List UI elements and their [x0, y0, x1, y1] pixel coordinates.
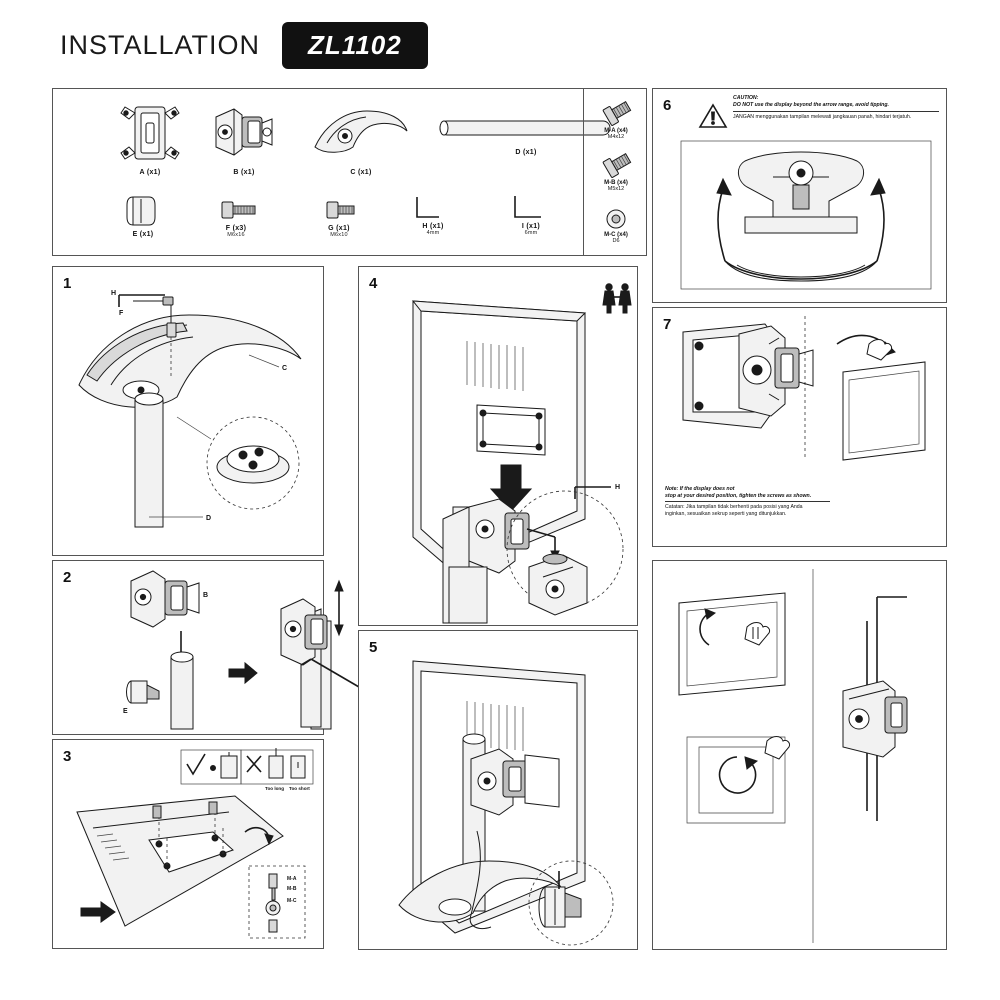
hardware-m-c-sub: D6 [612, 238, 620, 244]
caution-line-1: DO NOT use the display beyond the arrow range, avoid tipping. [733, 102, 939, 112]
step-3-number: 3 [63, 748, 72, 765]
step-7-number: 7 [663, 316, 672, 333]
part-c [311, 103, 411, 176]
step-6-panel [652, 88, 947, 303]
label-h: H [111, 290, 117, 297]
hardware-m-b [586, 150, 646, 192]
part-f-label: F (x3) [225, 225, 247, 232]
hardware-m-a-sub: M4x12 [607, 134, 625, 140]
page-title: INSTALLATION [60, 30, 261, 60]
note-7-line-3: Catatan: Jika tampilan tidak berhenti pada posisi yang Anda [665, 503, 803, 510]
step-4-number: 4 [369, 275, 378, 292]
part-h [405, 193, 461, 236]
note-7-en [665, 486, 830, 518]
note-7-line-4: inginkan, sesuaikan sekrup seperti yang ditunjukkan. [665, 510, 787, 517]
label-h-4: H [615, 484, 621, 491]
hardware-m-b-sub: M5x12 [607, 186, 625, 192]
step-7-panel [652, 307, 947, 547]
part-b [208, 103, 280, 176]
label-m-b: M-B [287, 886, 297, 892]
label-e: E [123, 708, 128, 715]
part-d-label: D (x1) [515, 149, 537, 156]
label-b: B [203, 592, 209, 599]
part-g-label: G (x1) [328, 225, 350, 232]
label-too-long: Too long [265, 786, 285, 791]
part-a [115, 103, 185, 176]
step-2-panel [52, 560, 324, 735]
part-i-label: I (x1) [521, 223, 541, 230]
step-1-panel [52, 266, 324, 556]
hardware-column [583, 88, 647, 256]
part-a-label: A (x1) [139, 169, 161, 176]
header [60, 22, 428, 69]
caution-line-2: JANGAN menggunakan tampilan melewati jangkauan panah, hindari terjatuh. [733, 113, 912, 120]
part-i [503, 193, 559, 236]
part-i-sub: 6mm [524, 230, 538, 236]
hardware-m-c [586, 206, 646, 244]
caution-title: CAUTION: [733, 95, 759, 101]
note-7-line-1: Note: If the display does not [665, 485, 735, 492]
step-3-panel [52, 739, 324, 949]
part-e-label: E (x1) [132, 231, 154, 238]
part-c-label: C (x1) [350, 169, 372, 176]
label-f: F [119, 310, 124, 317]
part-g [311, 197, 367, 238]
part-f-sub: M6x16 [227, 232, 245, 238]
note-7-line-2: stop at your desired position, tighten the screws as shown. [665, 493, 830, 502]
label-m-a: M-A [287, 876, 297, 882]
step-4-panel [358, 266, 638, 626]
hardware-m-b-label: M-B (x4) [604, 180, 628, 186]
step-5-panel [358, 630, 638, 950]
parts-list-panel [52, 88, 647, 256]
label-c: C [282, 365, 288, 372]
step-6-number: 6 [663, 97, 672, 114]
final-panel [652, 560, 947, 950]
hardware-m-c-label: M-C (x4) [604, 232, 628, 238]
step-5-number: 5 [369, 639, 378, 656]
part-g-sub: M6x10 [330, 232, 348, 238]
part-h-sub: 4mm [426, 230, 440, 236]
step-2-number: 2 [63, 569, 72, 586]
hardware-m-a-label: M-A (x4) [604, 128, 628, 134]
hardware-m-a [586, 98, 646, 140]
part-f [208, 197, 264, 238]
part-b-label: B (x1) [233, 169, 255, 176]
part-e [119, 193, 167, 238]
label-m-c: M-C [287, 898, 297, 904]
part-h-label: H (x1) [422, 223, 444, 230]
label-d: D [206, 515, 212, 522]
model-badge: ZL1102 [282, 22, 428, 69]
label-too-short: Too short [289, 786, 310, 791]
step-1-number: 1 [63, 275, 72, 292]
